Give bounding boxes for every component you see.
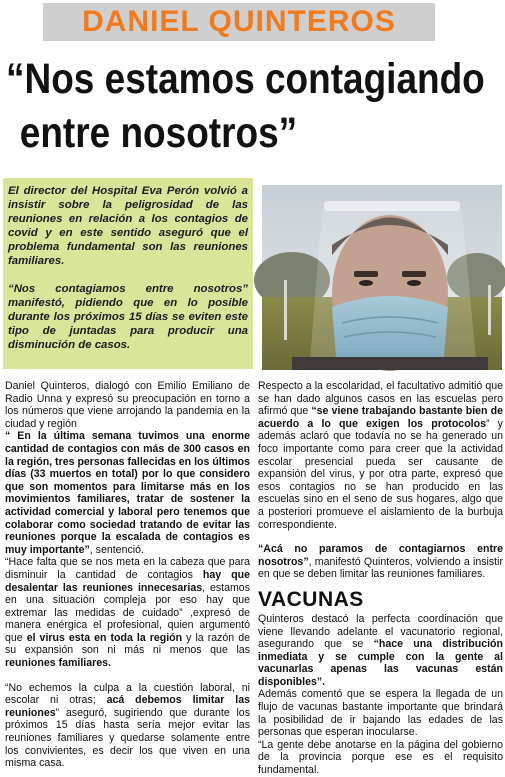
article-quote-paragraph: “Acá no paramos de contagiarnos entre nosotros”, manifestó Quinteros, volviendo a insistir en que se deben limitar las reuniones familiares. xyxy=(258,543,503,581)
portrait-photo-illustration xyxy=(262,185,502,370)
headline-line-1: “Nos estamos contagiando xyxy=(6,55,485,103)
lead-paragraph-1: El director del Hospital Eva Perón volvió a insistir sobre la peligrosidad de las reuniones en relación a los contagios de covid y en este sentido aseguró que el problema fundamental son las reuniones familiares. xyxy=(8,185,248,267)
name-banner: DANIEL QUINTEROS xyxy=(43,3,435,41)
lead-paragraph-2: “Nos contagiamos entre nosotros” manifestó, pidiendo que en lo posible durante los próximos 15 días se eviten este tipo de juntadas para producir una disminución de casos. xyxy=(8,283,248,351)
article-column-right xyxy=(258,380,503,777)
quote-bold: “ En la última semana tuvimos una enorme cantidad de contagios con más de 300 casos en la región, tres personas fallecidas en los últimos días (33 muertos en total) por lo que considero que son momentos para limitarse más en los movimientos familiares, tratar de sostener la actividad comercial y laboral pero tenemos que colaborar como sociedad tratando de evitar las reuniones porque la escalada de contagios es muy importante” xyxy=(5,430,250,556)
article-quote-paragraph: “ En la última semana tuvimos una enorme cantidad de contagios con más de 300 casos en la región, tres personas fallecidas en los últimos días (33 muertos en total) por lo que considero que son momentos para limitarse más en los movimientos familiares, tratar de sostener la actividad comercial y laboral pero tenemos que colaborar como sociedad tratando de evitar las reuniones porque la escalada de contagios es muy importante”, sentenció. xyxy=(5,430,250,556)
article-paragraph: “La gente debe anotarse en la página del gobierno de la provincia porque ese es el requisito fundamental. xyxy=(258,738,503,777)
article-paragraph: Respecto a la escolaridad, el facultativo admitió que se han dado algunos casos en las escuelas pero afirmó que “se viene trabajando bastante bien de acuerdo a lo que exigen los protocolos” y además aclaró que todavía no se ha generado un foco importante como para creer que la actividad escolar presencial pueda ser causante de expansión del virus, y por otra parte, expresó que esos contagios no se han producido en las escuelas sino en el seno de sus hogares, algo que a posteriori promueve el aislamiento de la burbuja correspondiente. xyxy=(258,380,503,531)
article-paragraph: Quinteros destacó la perfecta coordinación que viene llevando adelante el vacunatorio regional, asegurando que se “hace una distribución inmediata y se cumple con la gente al vacunarlas apenas las vacunas están disponibles”. xyxy=(258,612,503,688)
article-paragraph: Daniel Quinteros, dialogó con Emilio Emiliano de Radio Unna y expresó su preocupación en torno a los números que viene arrojando la pandemia en la ciudad y región xyxy=(5,380,250,430)
headline-line-2: entre nosotros” xyxy=(19,109,298,157)
article-paragraph: Además comentó que se espera la llegada de un flujo de vacunas bastante importante que brindará la posibilidad de ir bajando las edades de las personas que esperan inocularse. xyxy=(258,688,503,739)
article-paragraph: “No echemos la culpa a la cuestión laboral, ni escolar ni otras; acá debemos limitar las reuniones” aseguró, sugiriendo que durante los próximos 15 días hasta sería mejor evitar las reuniones familiares y quedarse solamente entre los convivientes, es decir los que viven en una misma casa. xyxy=(5,681,250,770)
portrait-photo xyxy=(262,185,502,370)
section-subhead: VACUNAS xyxy=(258,587,364,611)
article-paragraph: “Hace falta que se nos meta en la cabeza que para disminuir la cantidad de contagios hay que desalentar las reuniones innecesarias, estamos en una situación compleja por eso hay que extremar las medidas de cuidado” ,expresó de manera enérgica el profesional, quien argumentó que el virus esta en toda la región y la razón de su expansión son ni más ni menos que las reuniones familiares. xyxy=(5,556,251,670)
article-column-left xyxy=(5,380,250,770)
headline xyxy=(6,52,485,160)
lead-box xyxy=(3,178,253,369)
